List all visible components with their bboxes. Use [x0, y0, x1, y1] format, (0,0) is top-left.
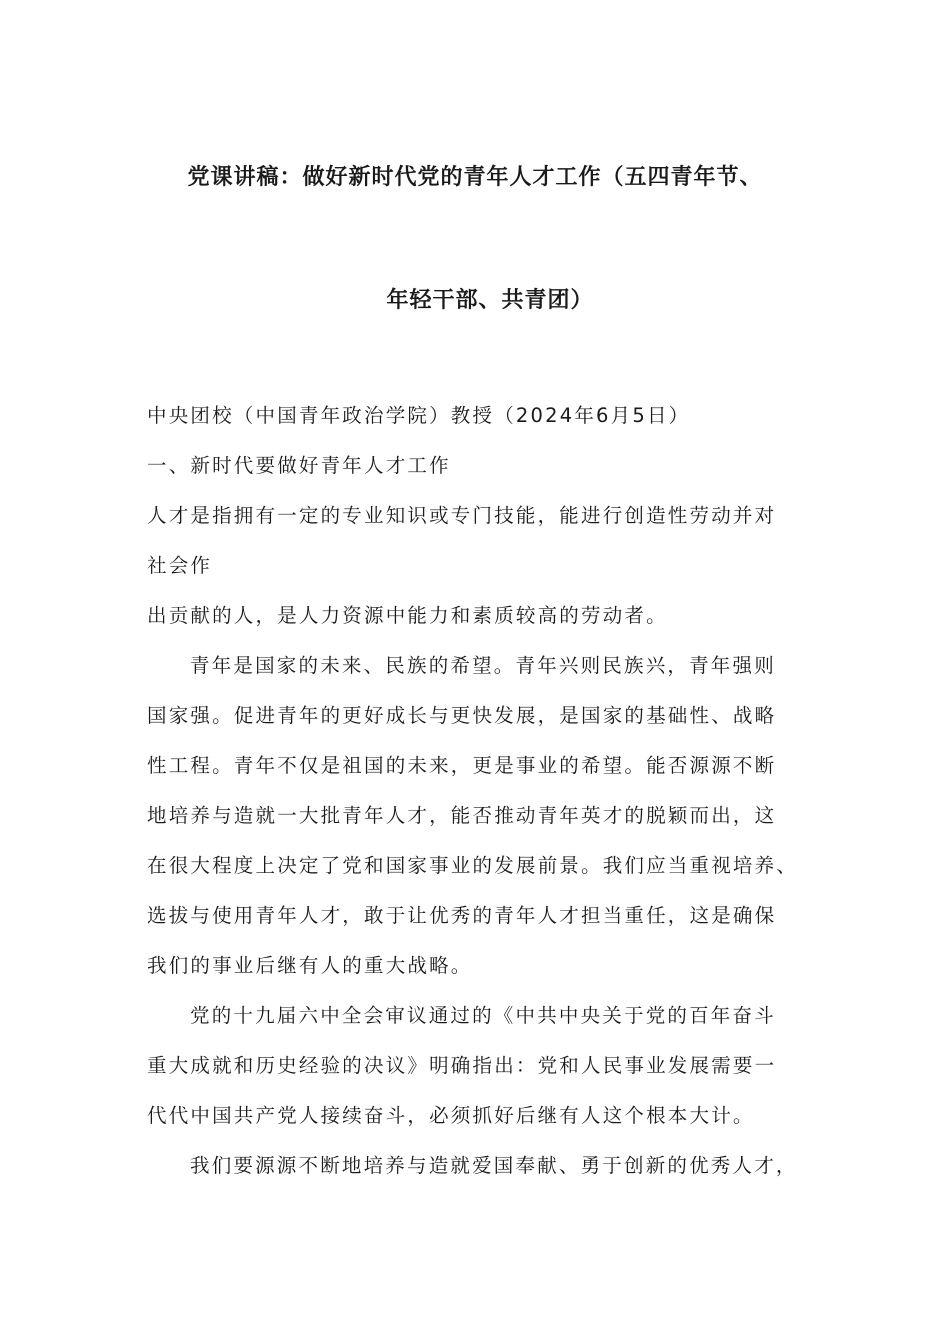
paragraph-line: 我们的事业后继有人的重大战略。	[147, 954, 473, 977]
paragraph-line: 我们要源源不断地培养与造就爱国奉献、勇于创新的优秀人才，	[190, 1154, 798, 1177]
paragraph-line: 地培养与造就一大批青年人才，能否推动青年英才的脱颖而出，这	[147, 804, 777, 827]
paragraph-line: 国家强。促进青年的更好成长与更快发展，是国家的基础性、战略	[147, 704, 777, 727]
document-title-line-2: 年轻干部、共青团）	[386, 288, 594, 313]
document-title-line-1: 党课讲稿：做好新时代党的青年人才工作（五四青年节、	[187, 165, 763, 190]
paragraph-line: 青年是国家的未来、民族的希望。青年兴则民族兴，青年强则	[190, 654, 776, 677]
paragraph-line: 选拔与使用青年人才，敢于让优秀的青年人才担当重任，这是确保	[147, 904, 777, 927]
paragraph-line: 代代中国共产党人接续奋斗，必须抓好后继有人这个根本大计。	[147, 1104, 755, 1127]
paragraph-line: 出贡献的人，是人力资源中能力和素质较高的劳动者。	[147, 604, 668, 627]
section-heading: 一、新时代要做好青年人才工作	[147, 454, 451, 477]
author-line: 中央团校（中国青年政治学院）教授（2024年6月5日）	[147, 404, 691, 427]
paragraph-line: 重大成就和历史经验的决议》明确指出：党和人民事业发展需要一	[147, 1054, 777, 1077]
paragraph-line: 社会作	[147, 554, 213, 577]
paragraph-line: 人才是指拥有一定的专业知识或专门技能，能进行创造性劳动并对	[147, 504, 777, 527]
paragraph-line: 性工程。青年不仅是祖国的未来，更是事业的希望。能否源源不断	[147, 754, 777, 777]
paragraph-line: 在很大程度上决定了党和国家事业的发展前景。我们应当重视培养、	[147, 854, 799, 877]
paragraph-line: 党的十九届六中全会审议通过的《中共中央关于党的百年奋斗	[190, 1004, 776, 1027]
